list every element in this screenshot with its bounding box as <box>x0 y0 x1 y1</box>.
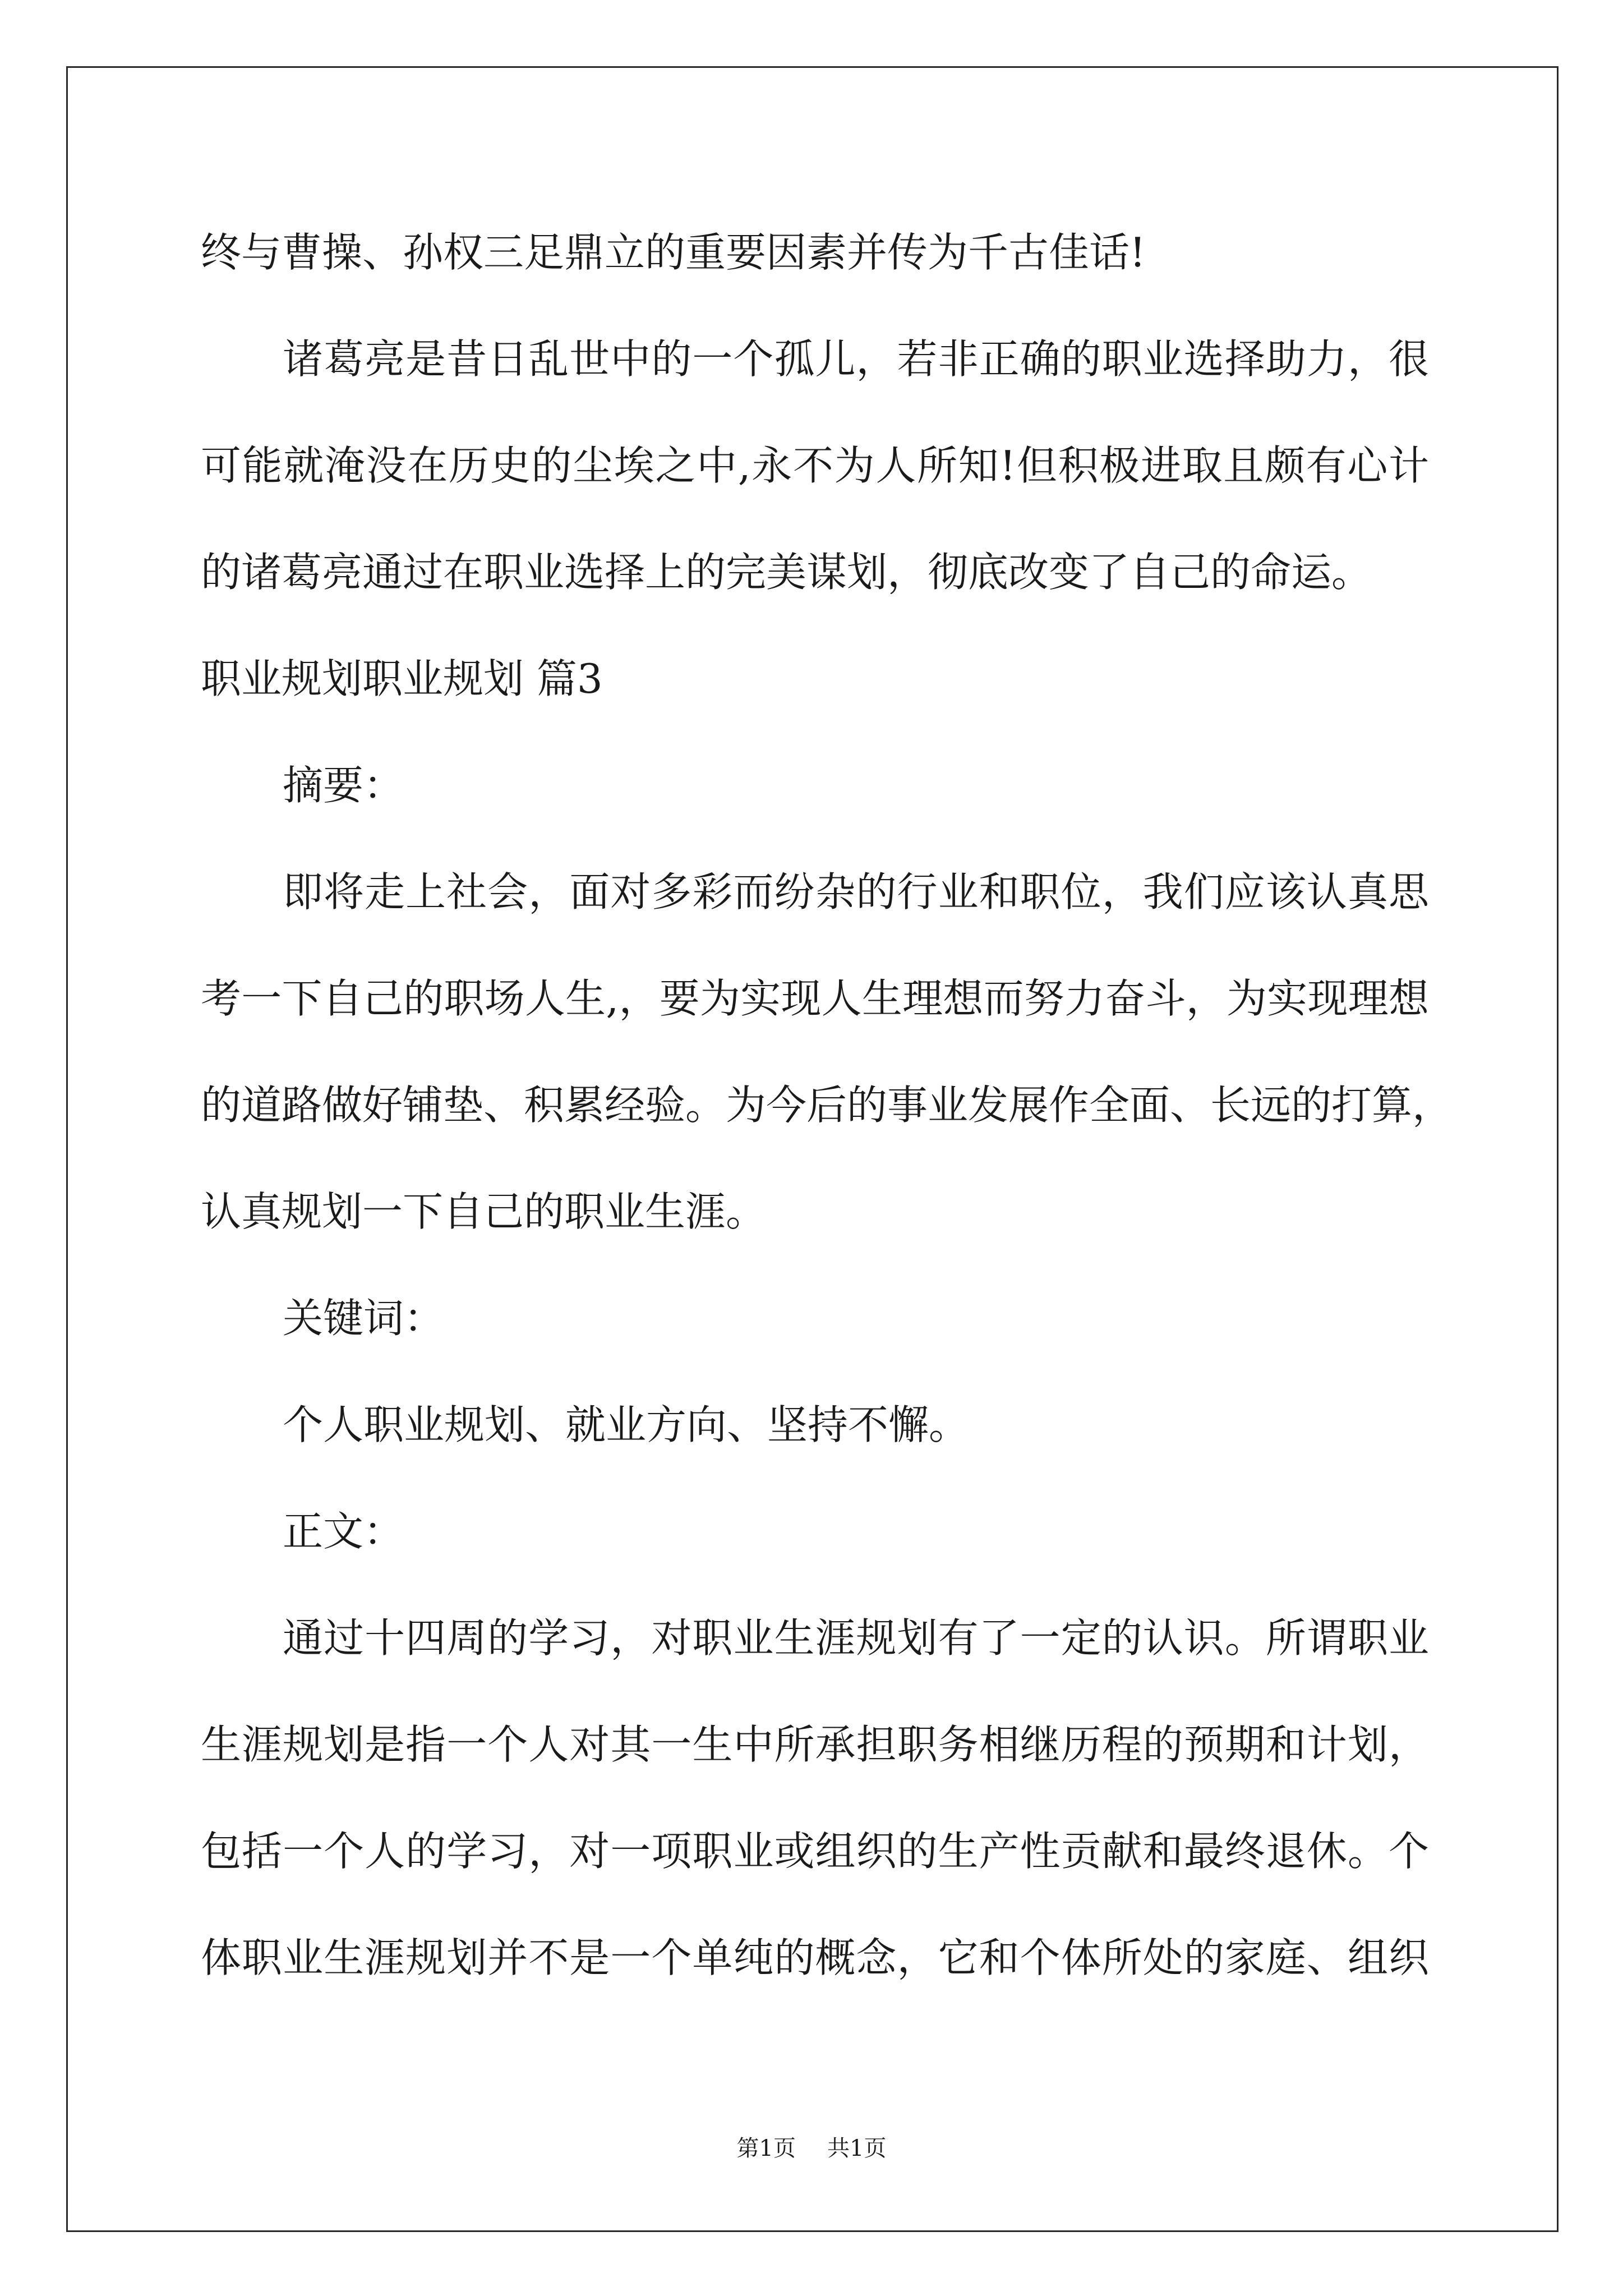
keywords-label: 关键词： <box>283 1295 445 1342</box>
paragraph-line: 通过十四周的学习，对职业生涯规划有了一定的认识。所谓职业 <box>283 1614 1429 1662</box>
paragraph-line: 诸葛亮是昔日乱世中的一个孤儿，若非正确的职业选择助力，很 <box>283 335 1429 383</box>
section-heading: 职业规划职业规划 篇3 <box>201 655 603 702</box>
paragraph-line: 认真规划一下自己的职业生涯。 <box>201 1188 767 1235</box>
body-label: 正文： <box>283 1508 404 1555</box>
paragraph-line: 的道路做好铺垫、积累经验。为今后的事业发展作全面、长远的打算， <box>201 1082 1453 1129</box>
paragraph-line: 的诸葛亮通过在职业选择上的完美谋划，彻底改变了自己的命运。 <box>201 549 1372 596</box>
paragraph-line: 即将走上社会，面对多彩而纷杂的行业和职位，我们应该认真思 <box>283 868 1429 915</box>
paragraph-line: 体职业生涯规划并不是一个单纯的概念，它和个体所处的家庭、组织 <box>201 1934 1429 1981</box>
keywords-line: 个人职业规划、就业方向、坚持不懈。 <box>283 1401 970 1448</box>
page-count: 共1页 <box>827 2136 887 2161</box>
page-footer <box>0 2132 1623 2165</box>
paragraph-line: 包括一个人的学习，对一项职业或组织的生产性贡献和最终退休。个 <box>201 1828 1429 1875</box>
abstract-label: 摘要： <box>283 762 404 809</box>
page-number: 第1页 <box>736 2136 796 2161</box>
paragraph-line: 生涯规划是指一个人对其一生中所承担职务相继历程的预期和计划， <box>201 1721 1429 1768</box>
document-body <box>201 199 1453 2011</box>
continuation-line: 终与曹操、孙权三足鼎立的重要因素并传为千古佳话! <box>201 229 1146 276</box>
paragraph-line: 考一下自己的职场人生,，要为实现人生理想而努力奋斗，为实现理想 <box>201 975 1429 1022</box>
paragraph-line: 可能就淹没在历史的尘埃之中,永不为人所知!但积极进取且颇有心计 <box>201 442 1429 489</box>
